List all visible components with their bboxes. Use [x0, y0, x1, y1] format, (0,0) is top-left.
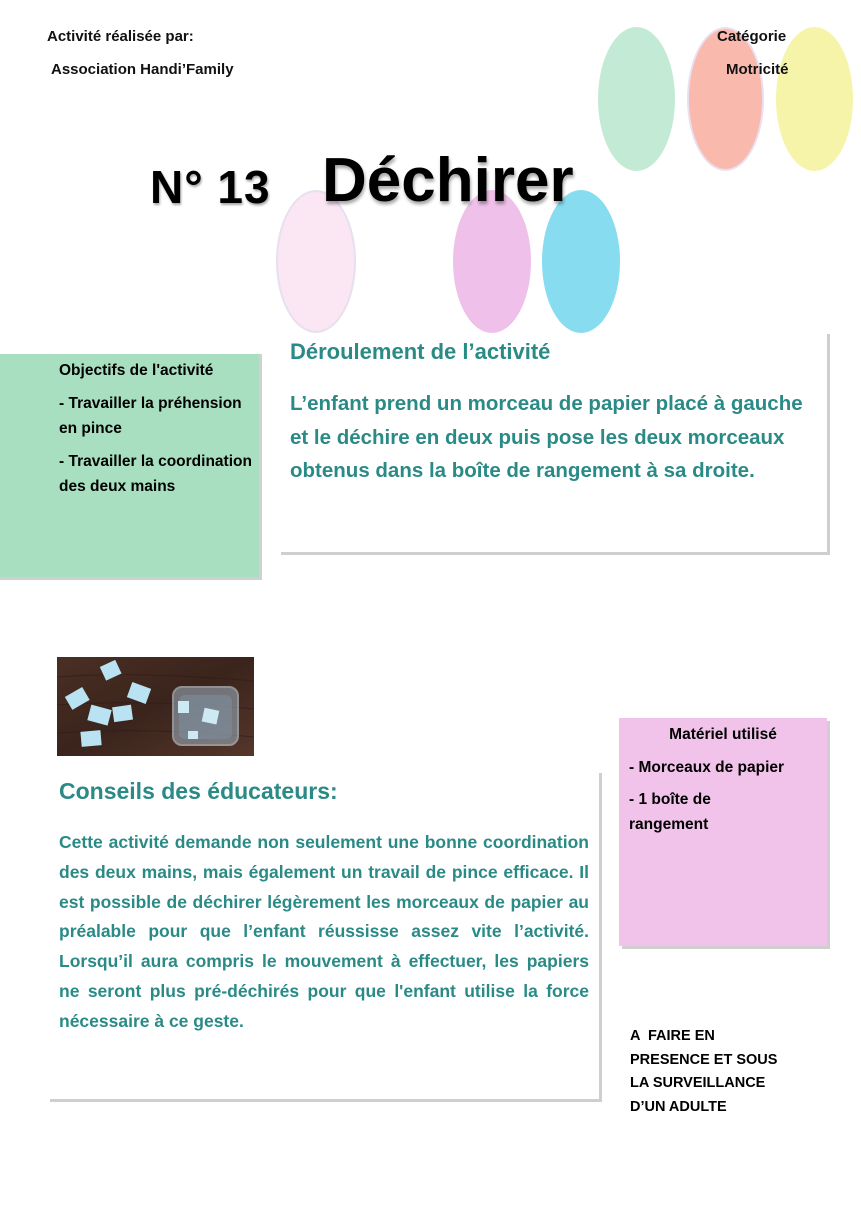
materials-box	[619, 718, 827, 946]
made-by-label: Activité réalisée par:	[47, 28, 194, 45]
page-title: Déchirer	[322, 146, 574, 215]
decor-oval-salmon	[687, 27, 764, 171]
objective-item: - Travailler la préhension en pince	[59, 395, 242, 437]
activity-number: N° 13	[150, 161, 271, 213]
organization-name: Association Handi’Family	[51, 61, 234, 78]
decor-oval-green	[598, 27, 675, 171]
objectives-heading: Objectifs de l'activité	[59, 362, 214, 379]
activity-photo	[57, 657, 254, 756]
procedure-box	[281, 334, 830, 555]
procedure-body: L’enfant prend un morceau de papier placé à gauche et le déchire en deux puis pose les deux morceaux obtenus dans la boîte de rangement à sa droite.	[290, 392, 803, 482]
category-label: Catégorie	[717, 28, 787, 45]
decor-oval-yellow	[776, 27, 853, 171]
advice-heading: Conseils des éducateurs:	[59, 778, 338, 804]
advice-body: Cette activité demande non seulement une bonne coordination des deux mains, mais également un travail de pince efficace. Il est possible de déchirer légèrement les morceaux de papier au préalable pour que l’enfant réussisse assez vite l’activité. Lorsqu’il aura compris le mouvement à effectuer, les papiers ne seront plus pré-déchirés pour que l'enfant utilise la force nécessaire à ce geste.	[59, 832, 589, 1031]
supervision-warning	[630, 1025, 777, 1119]
warning-line: A FAIRE EN	[630, 1028, 715, 1044]
materials-heading: Matériel utilisé	[669, 726, 777, 743]
warning-line: D’UN ADULTE	[630, 1098, 727, 1115]
procedure-heading: Déroulement de l’activité	[290, 339, 551, 364]
advice-box	[50, 773, 602, 1102]
material-item: - 1 boîte de rangement	[629, 791, 711, 833]
objective-item: - Travailler la coordination des deux mains	[59, 453, 252, 495]
warning-line: LA SURVEILLANCE	[630, 1075, 766, 1091]
warning-line: PRESENCE ET SOUS	[630, 1051, 778, 1068]
category-value: Motricité	[726, 61, 789, 78]
material-item: - Morceaux de papier	[629, 759, 785, 776]
objectives-box	[0, 354, 262, 580]
